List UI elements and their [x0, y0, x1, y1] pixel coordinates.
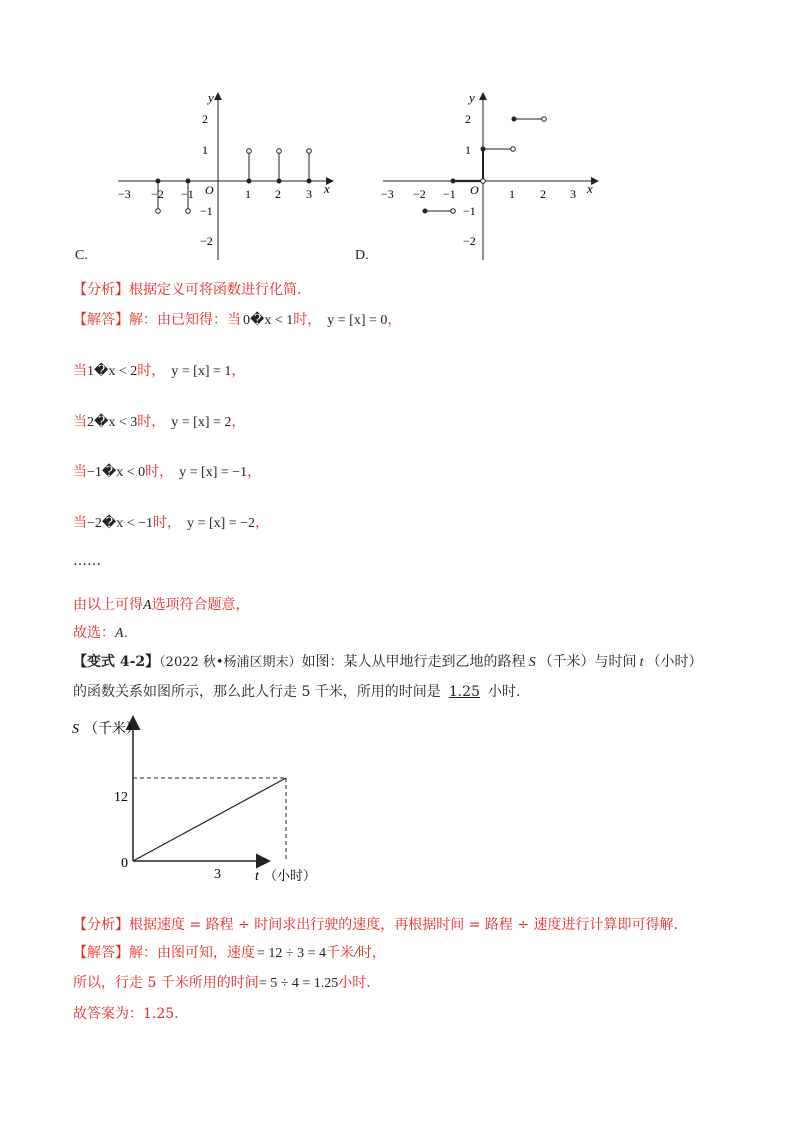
analysis-2 [73, 914, 678, 934]
choice: 故选：A. [73, 625, 129, 641]
x-tick: 1 [509, 187, 515, 201]
answer-1-line-2: 当1�x < 2时， y = [x] = 1， [73, 363, 246, 379]
graph-d [375, 88, 605, 268]
x-axis-var: t [255, 869, 259, 884]
problem-tag: 【变式 4-2】 [73, 654, 160, 670]
x-tick: 2 [275, 187, 281, 201]
y-axis-unit: （千米） [84, 722, 140, 737]
answer-tag: 【解答】 [73, 312, 129, 328]
graph-c [110, 88, 340, 268]
math-expression: y = [x] = −1 [179, 465, 248, 480]
math-expression: y = [x] = −2 [187, 516, 256, 531]
x-tick: −3 [118, 187, 131, 201]
answer-2-line-2: 所以，行走 5 千米所用的时间= 5 ÷ 4 = 1.25小时. [73, 975, 371, 991]
math-condition: −1�x < 0 [87, 465, 146, 480]
answer-tag: 【解答】 [73, 945, 129, 961]
x-tick: −2 [413, 187, 426, 201]
origin-label: O [470, 183, 479, 197]
math-condition: 2�x < 3 [87, 415, 138, 430]
x-tick: 1 [245, 187, 251, 201]
y-tick: −1 [200, 204, 213, 218]
x-tick: 3 [570, 187, 576, 201]
y-tick: 2 [465, 112, 471, 126]
problem-source: （2022 秋•杨浦区期末） [159, 655, 302, 670]
x-axis-unit: （小时） [264, 868, 317, 883]
x-tick-label: 3 [214, 867, 221, 882]
x-tick: −3 [381, 187, 394, 201]
answer-1-line-5: 当−2�x < −1时， y = [x] = −2， [73, 515, 270, 531]
analysis-tag: 【分析】 [73, 917, 129, 933]
answer-blank: 1.25 [448, 684, 480, 700]
x-tick: −1 [181, 187, 194, 201]
analysis-tag: 【分析】 [73, 282, 129, 298]
y-tick: 1 [465, 143, 471, 157]
analysis-text: 根据速度 = 路程 ÷ 时间求出行驶的速度，再根据时间 = 路程 ÷ 速度进行计算即可得解. [129, 917, 678, 933]
option-c-label: C. [75, 248, 88, 263]
answer-1-line-4: 当−1�x < 0时， y = [x] = −1， [73, 464, 262, 480]
x-tick: −2 [151, 187, 164, 201]
analysis-1 [73, 279, 301, 299]
x-tick: 3 [306, 187, 312, 201]
x-tick: −1 [443, 187, 456, 201]
math-expression: y = [x] = 0 [327, 313, 388, 328]
y-tick: −1 [463, 204, 476, 218]
analysis-text: 根据定义可将函数进行化简. [129, 282, 302, 298]
math-condition: 0�x < 1 [243, 313, 294, 328]
problem-line-2: 的函数关系如图所示，那么此人行走 5 千米，所用的时间是 1.25 小时. [73, 684, 521, 700]
answer-1-line-3: 当2�x < 3时， y = [x] = 2， [73, 414, 246, 430]
y-tick: 2 [202, 112, 208, 126]
answer-2-line-1: 【解答】解：由图可知，速度 = 12 ÷ 3 = 4千米/时， [73, 945, 386, 961]
y-tick: −2 [200, 234, 213, 248]
distance-time-chart [68, 712, 348, 892]
y-axis-label: y [469, 90, 475, 105]
math-condition: 1�x < 2 [87, 364, 138, 379]
x-tick: 2 [540, 187, 546, 201]
series-line [133, 778, 286, 861]
y-tick-label: 12 [114, 790, 128, 805]
math-expression: y = [x] = 1 [171, 364, 232, 379]
y-axis-var: S [72, 722, 79, 737]
origin-label: O [205, 183, 214, 197]
answer-2-final: 故答案为：1.25. [73, 1006, 179, 1022]
ellipsis: …… [73, 553, 101, 569]
problem-line-1: 【变式 4-2】（2022 秋•杨浦区期末）如图：某人从甲地行走到乙地的路程 S （千米）与时间 t （小时） [73, 654, 703, 670]
y-tick: −2 [463, 234, 476, 248]
origin-label: 0 [121, 856, 128, 871]
option-d-label: D. [355, 248, 369, 263]
y-axis-label: y [208, 90, 214, 105]
x-axis-label: x [324, 181, 330, 196]
x-axis-label: x [587, 181, 593, 196]
y-tick: 1 [202, 143, 208, 157]
answer-1-line-1: 【解答】解：由已知得：当 0�x < 1时， y = [x] = 0， [73, 312, 402, 328]
conclusion: 由以上可得A选项符合题意， [73, 597, 250, 613]
math-condition: −2�x < −1 [87, 516, 154, 531]
math-expression: y = [x] = 2 [171, 415, 232, 430]
